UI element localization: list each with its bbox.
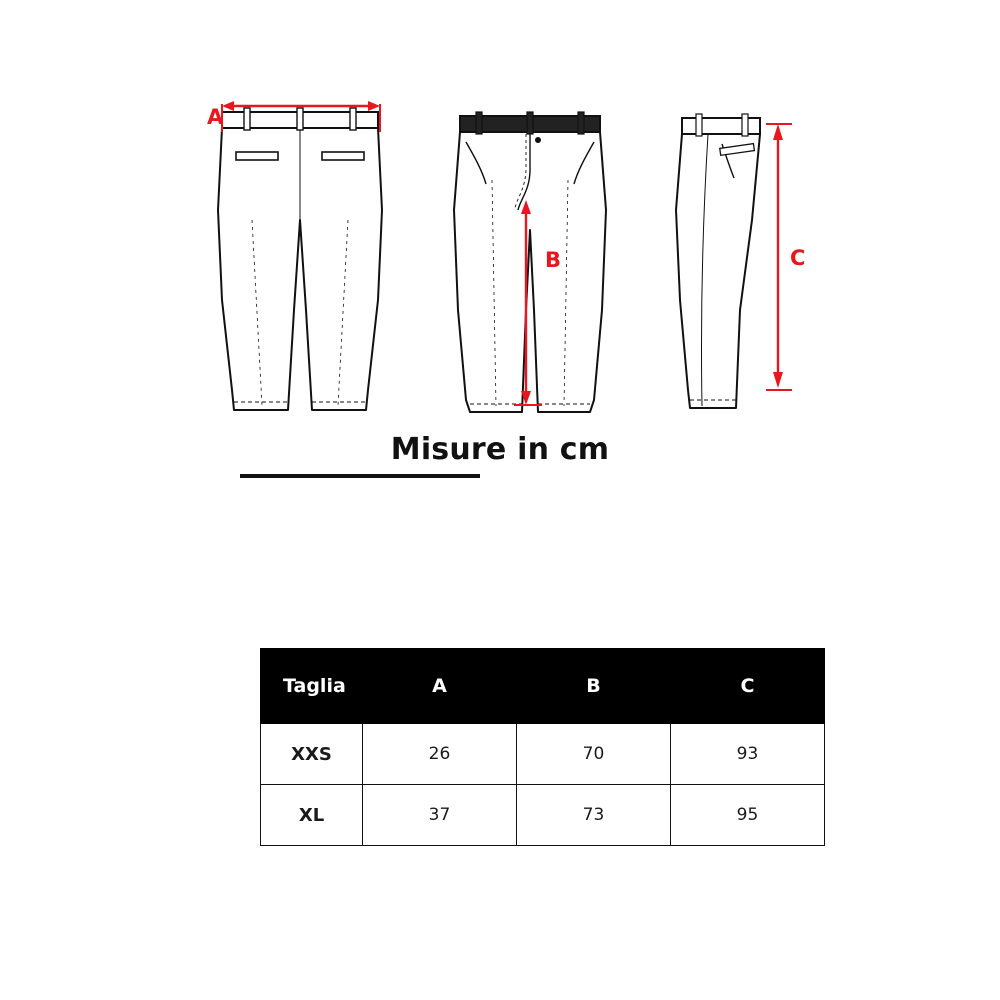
cell-b: 70 bbox=[517, 724, 671, 785]
table-row bbox=[261, 724, 825, 785]
cell-size: XL bbox=[261, 785, 363, 846]
size-table bbox=[260, 648, 825, 846]
table-header-row bbox=[261, 649, 825, 724]
measure-label-c: C bbox=[790, 246, 806, 270]
illustration-area bbox=[0, 60, 1000, 420]
header-size: Taglia bbox=[261, 649, 363, 724]
measure-label-b: B bbox=[545, 248, 562, 272]
title-block bbox=[0, 432, 1000, 502]
header-c: C bbox=[671, 649, 825, 724]
title-underline-rule bbox=[240, 474, 480, 478]
cell-c: 95 bbox=[671, 785, 825, 846]
table-row bbox=[261, 785, 825, 846]
cell-a: 26 bbox=[363, 724, 517, 785]
trousers-side-view bbox=[660, 60, 860, 420]
header-b: B bbox=[517, 649, 671, 724]
page-title: Misure in cm bbox=[390, 432, 610, 467]
cell-a: 37 bbox=[363, 785, 517, 846]
cell-b: 73 bbox=[517, 785, 671, 846]
measure-label-a: A bbox=[207, 105, 224, 129]
cell-size: XXS bbox=[261, 724, 363, 785]
header-a: A bbox=[363, 649, 517, 724]
cell-c: 93 bbox=[671, 724, 825, 785]
trousers-front-view bbox=[430, 60, 630, 420]
